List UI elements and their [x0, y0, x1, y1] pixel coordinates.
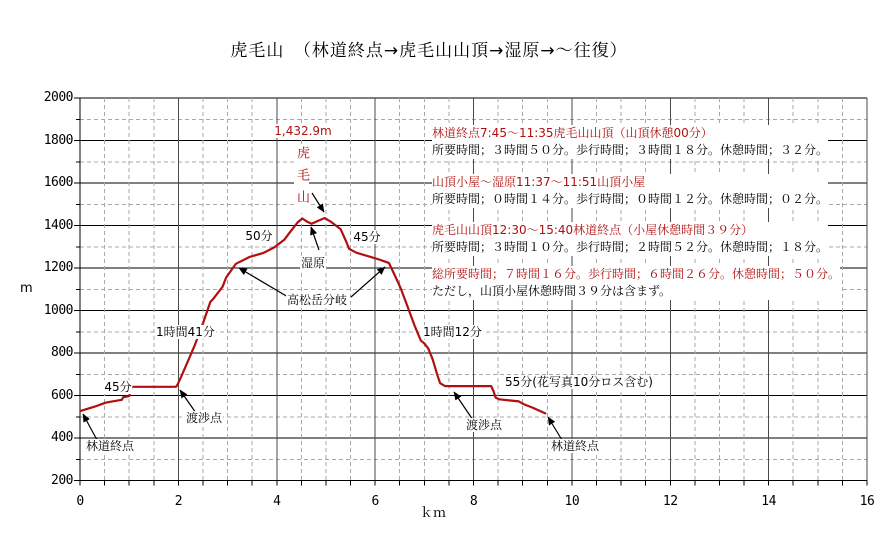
- x-tick-label: 8: [469, 493, 478, 509]
- x-tick-label: 10: [564, 493, 580, 509]
- leg-summary-3-heading: 虎毛山山頂12:30～15:40林道終点（小屋休憩時間３９分）: [432, 223, 754, 237]
- annotation-arrow: [312, 193, 324, 212]
- total-summary-detail: ただし，山頂小屋休憩時間３９分は含まず。: [432, 284, 672, 298]
- y-tick-label: 1600: [43, 175, 73, 190]
- y-tick-label: 1800: [43, 132, 73, 148]
- y-tick-label: 200: [51, 472, 73, 488]
- time-climb-label: 1時間41分: [156, 325, 215, 339]
- leg-summary-2-heading: 山頂小屋～湿原11:37～11:51山頂小屋: [432, 175, 646, 189]
- leg-summary-3: [432, 222, 828, 256]
- leg-summary-1-detail: 所要時間；３時間５０分。歩行時間；３時間１８分。休憩時間；３２分。: [432, 143, 829, 157]
- total-summary: [432, 266, 840, 300]
- crossing-left-label: 渡渉点: [185, 411, 223, 425]
- total-summary-heading: 総所要時間；７時間１６分。歩行時間；６時間２６分。休憩時間；５０分。: [432, 267, 841, 281]
- annotation-arrow: [351, 267, 385, 297]
- x-tick-label: 4: [273, 493, 281, 509]
- time-end-label: 55分(花写真10分ロス含む): [505, 375, 653, 389]
- x-tick-label: 12: [662, 493, 678, 509]
- y-axis-label: m: [20, 281, 33, 296]
- marsh-label: 湿原: [300, 256, 326, 270]
- y-tick-label: 600: [51, 387, 73, 403]
- peak-elevation-label: 1,432.9m: [274, 124, 332, 138]
- time-up-summit-label: 50分: [245, 229, 273, 243]
- y-tick-label: 1200: [43, 260, 73, 275]
- chart-title: 虎毛山 （林道終点→虎毛山山頂→湿原→～往復）: [230, 36, 627, 61]
- leg-summary-1: [432, 125, 828, 159]
- leg-summary-3-detail: 所要時間；３時間１０分。歩行時間；２時間５２分。休憩時間；１８分。: [432, 240, 829, 254]
- leg-summary-1-heading: 林道終点7:45～11:35虎毛山山頂（山頂休憩00分）: [432, 126, 713, 140]
- annotation-arrow: [180, 390, 196, 413]
- x-tick-label: 0: [76, 493, 84, 509]
- y-tick-label: 1400: [43, 217, 73, 233]
- annotation-arrow: [83, 414, 97, 440]
- y-tick-label: 800: [51, 345, 73, 360]
- crossing-right-label: 渡渉点: [465, 418, 503, 432]
- leg-summary-2: [432, 174, 828, 208]
- annotation-arrow: [454, 392, 473, 420]
- trailhead-right-label: 林道終点: [550, 439, 600, 453]
- time-down-summit-label: 45分: [353, 230, 381, 244]
- junction-label: 高松岳分岐: [286, 293, 348, 307]
- leg-summary-2-detail: 所要時間；０時間１４分。歩行時間；０時間１２分。休憩時間；０２分。: [432, 192, 829, 206]
- y-tick-label: 2000: [43, 90, 73, 105]
- time-start-label: 45分: [104, 380, 132, 394]
- trailhead-left-label: 林道終点: [85, 439, 135, 453]
- annotation-arrow: [239, 268, 288, 297]
- mountain-name-label: 虎毛山: [294, 146, 309, 212]
- y-tick-label: 1000: [43, 302, 73, 318]
- time-descent-label: 1時間12分: [423, 325, 482, 339]
- x-tick-label: 2: [174, 493, 183, 509]
- x-tick-label: 14: [761, 493, 776, 509]
- y-tick-label: 400: [51, 430, 73, 445]
- x-tick-label: 16: [859, 493, 875, 509]
- x-tick-label: 6: [371, 493, 379, 509]
- x-axis-label: ｋｍ: [420, 502, 446, 521]
- annotation-arrow: [548, 417, 562, 440]
